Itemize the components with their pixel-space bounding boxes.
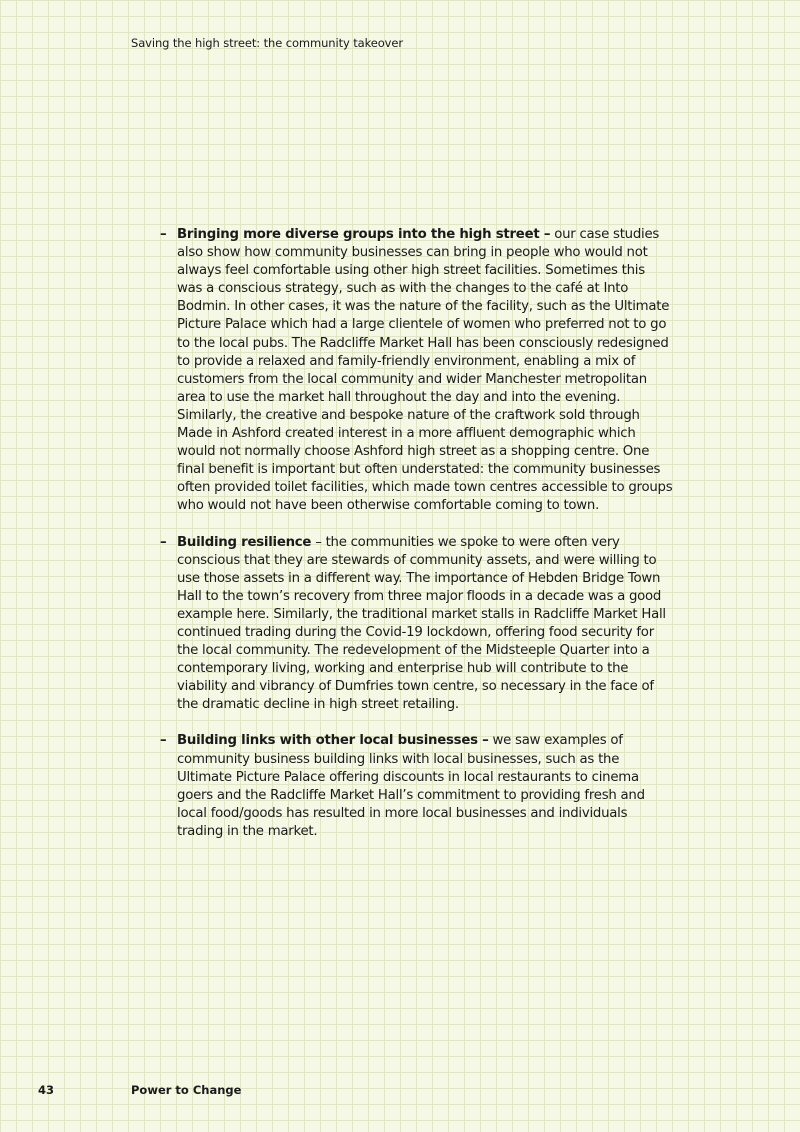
bullet-lead: Building links with other local businesses – <box>177 733 489 749</box>
bullet-text: we saw examples of community business building links with local businesses, such as the Ultimate Picture Palace offering discounts in local restaurants to cinema goers and the Radcliffe Market Hall’s commitment to providing fresh and local food/goods has resulted in more local businesses and individuals trading in the market. <box>177 733 645 839</box>
bullet-resilience <box>160 534 674 715</box>
page-number: 43 <box>38 1083 55 1097</box>
bullet-dash: – <box>160 534 167 550</box>
bullet-lead: Bringing more diverse groups into the high street – <box>177 227 551 242</box>
bullet-list <box>160 226 674 859</box>
bullet-lead: Building resilience <box>177 534 312 550</box>
bullet-diverse-groups <box>160 226 674 516</box>
bullet-local-business-links <box>160 732 674 841</box>
bullet-dash: – <box>160 733 167 749</box>
bullet-text: our case studies also show how community businesses can bring in people who would not always feel comfortable using other high street facilities. Sometimes this was a conscious strategy, such as with the changes to the café at Into Bodmin. In other cases, it was the nature of the facility, such as the Ultimate Picture Palace which had a large clientele of women who preferred not to go to the local pubs. The Radcliffe Market Hall has been consciously redesigned to provide a relaxed and family-friendly environment, enabling a mix of customers from the local community and wider Manchester metropolitan area to use the market hall throughout the day and into the evening. Similarly, the creative and bespoke nature of the craftwork sold through Made in Ashford created interest in a more affluent demographic which would not normally choose Ashford high street as a shopping centre. One final benefit is important but often understated: the community businesses often provided toilet facilities, which made town centres accessible to groups who would not have been otherwise comfortable coming to town. <box>177 227 673 514</box>
bullet-text: – the communities we spoke to were often very conscious that they are stewards of community assets, and were willing to use those assets in a different way. The importance of Hebden Bridge Town Hall to the town’s recovery from three major floods in a decade was a good example here. Similarly, the traditional market stalls in Radcliffe Market Hall continued trading during the Covid-19 lockdown, offering food security for the local community. The redevelopment of the Midsteeple Quarter into a contemporary living, working and enterprise hub will contribute to the viability and vibrancy of Dumfries town centre, so necessary in the face of the dramatic decline in high street retailing. <box>177 534 666 713</box>
running-header: Saving the high street: the community takeover <box>131 36 403 50</box>
footer-organization: Power to Change <box>131 1083 242 1097</box>
bullet-dash: – <box>160 227 167 242</box>
